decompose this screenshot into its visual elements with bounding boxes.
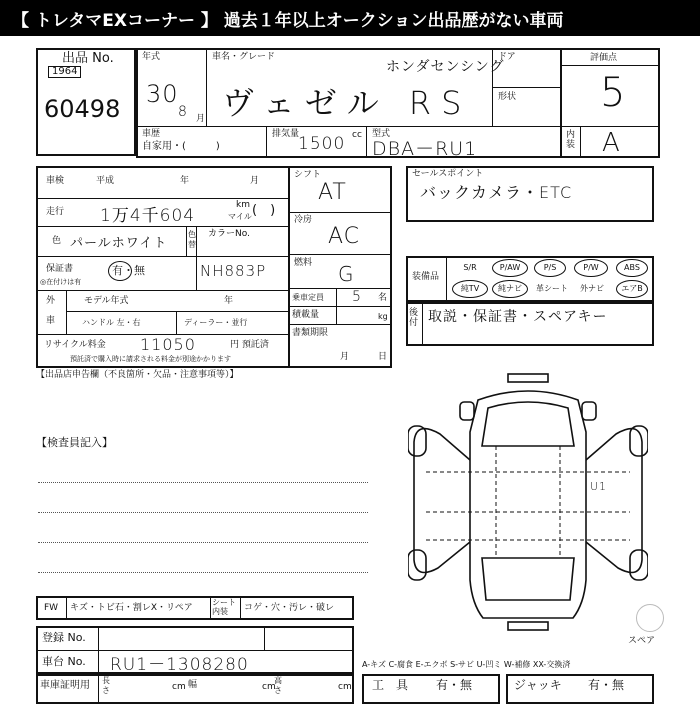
- recycle-note: 預託済で購入時に請求される料金が別途かかります: [70, 355, 231, 363]
- lot-label: 出品 No.: [62, 51, 114, 66]
- recycle-label: リサイクル料金: [44, 340, 106, 350]
- fw-label: FW: [44, 603, 59, 613]
- color-label: 色: [52, 236, 62, 246]
- extras-text: 取説・保証書・スペアキー: [428, 309, 608, 325]
- capacity-unit: 名: [378, 293, 388, 303]
- reg-label: 登録 No.: [42, 631, 86, 644]
- color-value: パールホワイト: [70, 236, 168, 251]
- shaken-month: 月: [250, 176, 260, 186]
- color-no-value: NH883P: [200, 262, 267, 280]
- import-year-label: モデル年式: [84, 296, 129, 306]
- capacity-label: 乗車定員: [292, 293, 324, 302]
- equip-pw: P/W: [574, 259, 608, 277]
- chassis-value: RU1－1308280: [110, 655, 249, 675]
- equip-airbag: エアB: [616, 280, 648, 298]
- shaken-era: 平成: [96, 176, 115, 186]
- mileage-paren: ( ): [252, 203, 276, 218]
- recycle-unit: 円 預託済: [230, 340, 269, 350]
- equip-leather: 革シート: [536, 284, 568, 293]
- warranty-options: 有・無: [112, 264, 145, 277]
- score-value: 5: [600, 70, 627, 116]
- color-no-label: カラーNo.: [208, 229, 250, 239]
- displacement-unit: cc: [352, 130, 362, 140]
- import-label-2: 車: [46, 316, 56, 326]
- shift-value: AT: [318, 180, 347, 205]
- mileage-unit-mile: マイル: [228, 212, 252, 221]
- warranty-label: 保証書: [46, 264, 74, 274]
- model-value: DBA－RU1: [372, 138, 478, 160]
- warranty-note: ◎在付けは有: [40, 278, 82, 286]
- ac-label: 冷房: [294, 215, 313, 225]
- seat-label: シート内装: [212, 598, 236, 616]
- model-label: 型式: [372, 129, 391, 139]
- equip-paw: P/AW: [492, 259, 528, 277]
- equip-ps: P/S: [534, 259, 566, 277]
- tools-options: 有・無: [436, 678, 473, 692]
- header-title: 【 トレタマEXコーナー 】 過去１年以上オークション出品歴がない車両: [12, 11, 564, 31]
- lot-number: 60498: [44, 95, 121, 123]
- tools-label: 工 具: [372, 678, 409, 692]
- sales-text: バックカメラ・ETC: [420, 183, 573, 202]
- load-label: 積載量: [292, 310, 320, 320]
- shaken-label: 車検: [46, 176, 65, 186]
- score-label: 評価点: [590, 53, 618, 63]
- equip-navi: 純ナビ: [492, 280, 528, 298]
- inspector-label: 【検査員記入】: [36, 436, 113, 449]
- recycle-value: 11050: [140, 335, 196, 354]
- width-unit: cm: [262, 682, 276, 692]
- ac-value: AC: [328, 224, 361, 249]
- month-value: 8: [178, 104, 188, 120]
- damage-legend: A-キズ C-腐食 E-エクボ S-サビ U-凹ミ W-補修 XX-交換済: [362, 660, 571, 669]
- load-unit: kg: [378, 312, 388, 321]
- height-label: 高さ: [274, 676, 282, 695]
- shift-label: シフト: [294, 170, 322, 180]
- length-unit: cm: [172, 682, 186, 692]
- shaken-year: 年: [180, 176, 190, 186]
- year-value: 30: [146, 80, 179, 108]
- spare-label: スペア: [628, 636, 656, 646]
- interior-label: 内装: [566, 130, 576, 150]
- name-label: 車名・グレード: [212, 52, 276, 62]
- mileage-label: 走行: [46, 207, 65, 217]
- displacement-value: 1500: [298, 134, 346, 154]
- cert-label: 車庫証明用: [40, 680, 90, 691]
- displacement-label: 排気量: [272, 129, 300, 139]
- seat-items: コゲ・穴・汚レ・破レ: [244, 603, 335, 613]
- usage-value: 自家用・( ): [142, 141, 220, 152]
- import-year-unit: 年: [224, 296, 234, 306]
- width-label: 幅: [188, 680, 198, 690]
- door-label: ドア: [498, 52, 516, 62]
- shape-label: 形状: [498, 92, 517, 102]
- equipment-label: 装備品: [412, 272, 440, 282]
- equip-sr: S/R: [463, 263, 477, 272]
- fw-items: キズ・トビ石・割レX・リペア: [70, 603, 193, 613]
- capacity-value: 5: [352, 289, 362, 305]
- equip-tv: 純TV: [452, 280, 488, 298]
- month-unit: 月: [196, 114, 206, 124]
- period-month: 月: [340, 352, 350, 362]
- sales-label: セールスポイント: [412, 169, 484, 179]
- mileage-value: 1万4千604: [100, 206, 196, 226]
- equip-abs: ABS: [616, 259, 648, 277]
- period-day: 日: [378, 352, 388, 362]
- spare-tire-icon: [636, 604, 664, 632]
- interior-value: A: [602, 128, 621, 158]
- grade-note: ホンダセンシング: [386, 59, 505, 75]
- import-dealer: ディーラー・並行: [184, 318, 248, 327]
- chassis-label: 車台 No.: [42, 655, 86, 668]
- year-label: 年式: [142, 52, 161, 62]
- import-label-1: 外: [46, 296, 56, 306]
- import-handle: ハンドル 左・右: [82, 318, 141, 327]
- jack-options: 有・無: [588, 678, 625, 692]
- length-label: 長さ: [102, 676, 110, 695]
- period-label: 書類期限: [292, 328, 329, 338]
- warranty-circle: [108, 261, 132, 281]
- jack-label: ジャッキ: [514, 678, 562, 692]
- lot-code: 1964: [48, 66, 81, 78]
- seller-note-label: 【出品店申告欄（不良箇所・欠品・注意事項等）】: [36, 370, 239, 380]
- equipment-grid: [448, 258, 652, 300]
- fuel-label: 燃料: [294, 258, 313, 268]
- height-unit: cm: [338, 682, 352, 692]
- equip-ext-navi: 外ナビ: [580, 284, 604, 293]
- extras-label: 後付: [409, 308, 419, 328]
- color-change: 色替: [188, 230, 196, 249]
- mileage-unit-km: km: [236, 200, 250, 210]
- fuel-value: G: [338, 262, 355, 286]
- vehicle-name: ヴェゼル RS: [222, 84, 472, 122]
- damage-mark: U1: [590, 480, 608, 493]
- usage-label: 車歴: [142, 129, 161, 139]
- car-diagram: [408, 372, 648, 642]
